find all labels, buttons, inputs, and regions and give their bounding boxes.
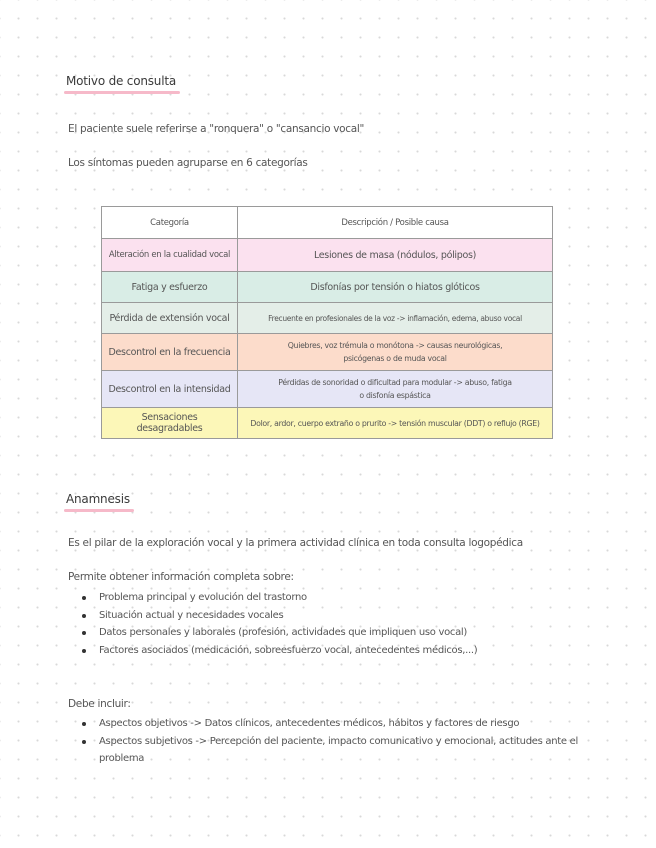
header-category: Categoría: [102, 207, 238, 239]
category-cell: Alteración en la cualidad vocal: [102, 239, 238, 272]
table-row: [102, 371, 553, 408]
table-header-row: [102, 207, 553, 239]
table-row: [102, 334, 553, 371]
list-item: Situación actual y necesidades vocales: [78, 607, 598, 625]
paragraph-obtain-info: Permite obtener información completa sobre:: [68, 571, 294, 583]
info-list: [78, 589, 598, 659]
paragraph-referral: El paciente suele referirse a "ronquera" o "cansancio vocal": [68, 123, 365, 135]
list-item: Aspectos subjetivos -> Percepción del paciente, impacto comunicativo y emocional, actitudes ante el problema: [78, 733, 590, 768]
category-cell: Sensaciones desagradables: [102, 408, 238, 439]
category-cell: Pérdida de extensión vocal: [102, 303, 238, 334]
table-row: [102, 408, 553, 439]
description-cell: Lesiones de masa (nódulos, pólipos): [238, 239, 553, 272]
description-cell: Disfonías por tensión o hiatos glóticos: [238, 272, 553, 303]
header-description: Descripción / Posible causa: [238, 207, 553, 239]
category-cell: Descontrol en la intensidad: [102, 371, 238, 408]
list-item: Factores asociados (medicación, sobreesfuerzo vocal, antecedentes médicos,...): [78, 642, 598, 660]
list-item: Problema principal y evolución del trastorno: [78, 589, 598, 607]
symptom-categories-table: [101, 206, 553, 439]
paragraph-must-include: Debe incluir:: [68, 698, 131, 710]
paragraph-categories: Los síntomas pueden agruparse en 6 categorías: [68, 157, 308, 169]
table-row: [102, 239, 553, 272]
table-row: [102, 303, 553, 334]
list-item: Datos personales y laborales (profesión, actividades que impliquen uso vocal): [78, 624, 598, 642]
paragraph-pillar: Es el pilar de la exploración vocal y la primera actividad clínica en toda consulta logopédica: [68, 537, 523, 549]
description-cell: Frecuente en profesionales de la voz -> inflamación, edema, abuso vocal: [238, 303, 553, 334]
category-cell: Descontrol en la frecuencia: [102, 334, 238, 371]
heading-motivo-de-consulta: Motivo de consulta: [66, 74, 176, 91]
description-cell: Pérdidas de sonoridad o dificultad para modular -> abuso, fatiga o disfonía espástica: [238, 371, 553, 408]
description-cell: Dolor, ardor, cuerpo extraño o prurito -> tensión muscular (DDT) o reflujo (RGE): [238, 408, 553, 439]
table-row: [102, 272, 553, 303]
category-cell: Fatiga y esfuerzo: [102, 272, 238, 303]
list-item: Aspectos objetivos -> Datos clínicos, antecedentes médicos, hábitos y factores de riesgo: [78, 715, 590, 733]
include-list: [78, 715, 590, 768]
heading-anamnesis: Anamnesis: [66, 492, 130, 509]
description-cell: Quiebres, voz trémula o monótona -> causas neurológicas, psicógenas o de muda vocal: [238, 334, 553, 371]
